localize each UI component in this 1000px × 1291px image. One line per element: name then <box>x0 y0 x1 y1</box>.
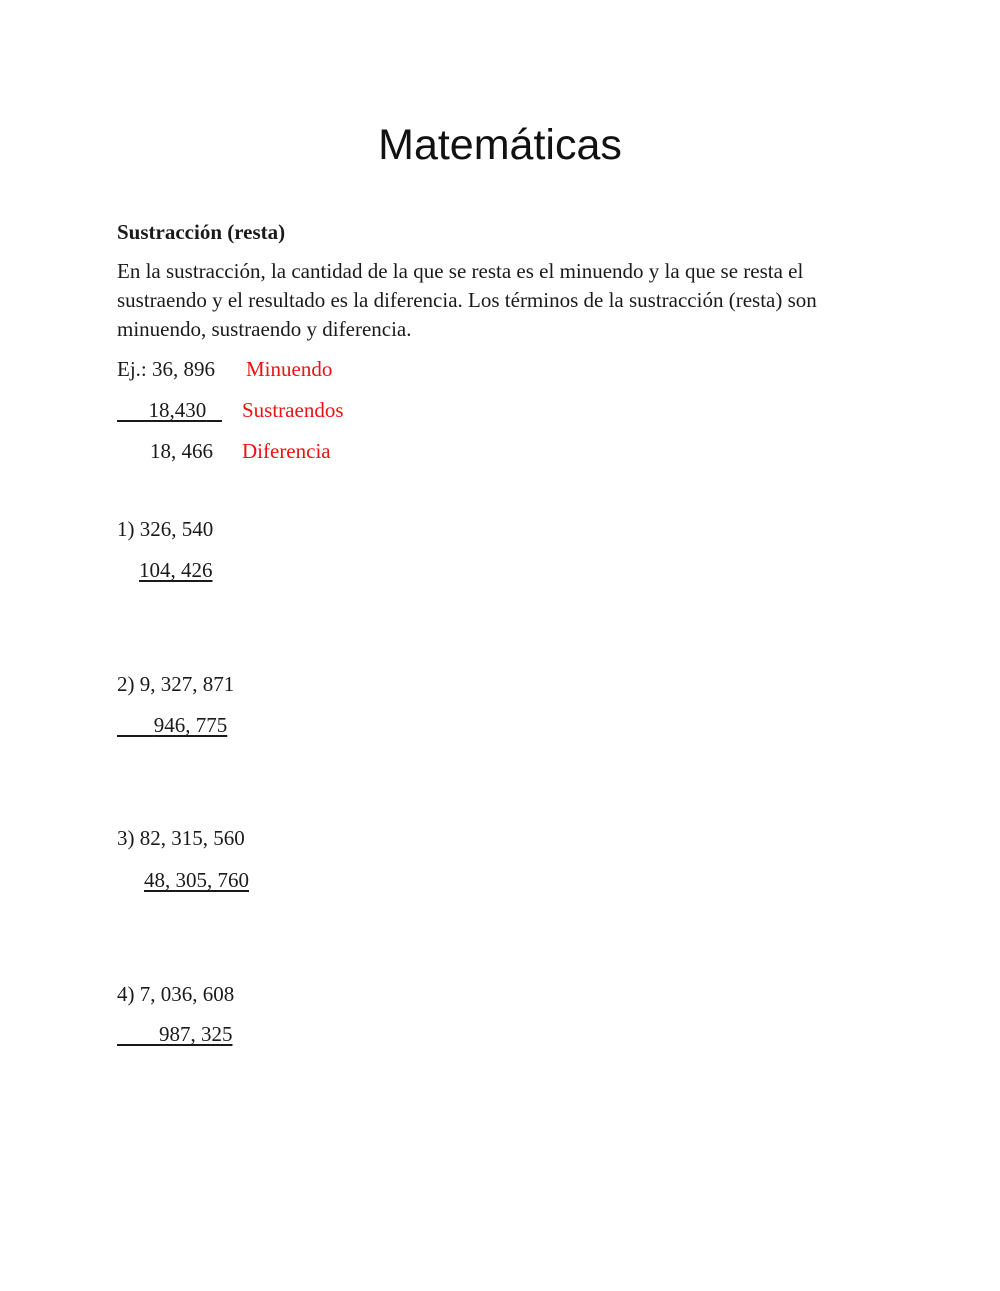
example-minuend-label: Minuendo <box>246 357 333 381</box>
example-subtrahend: 18,430 <box>148 398 207 422</box>
exercise-4-subtrahend-row <box>117 1020 233 1048</box>
exercise-subtrahend: 987, 325 <box>159 1022 233 1046</box>
example-difference-label: Diferencia <box>242 439 331 463</box>
exercise-label: 2) <box>117 672 135 696</box>
exercise-2-minuend-row <box>117 670 234 698</box>
example-subtrahend-label: Sustraendos <box>242 398 344 422</box>
exercise-minuend: 326, 540 <box>139 517 214 541</box>
exercise-3-subtrahend: 48, 305, 760 <box>144 868 249 892</box>
section-heading: Sustracción (resta) <box>117 220 286 244</box>
exercise-4-minuend-row <box>117 980 234 1008</box>
intro-line: sustraendo y el resultado es la diferencia. Los términos de la sustracción (resta) son <box>117 288 817 312</box>
exercise-subtrahend: 946, 775 <box>153 713 228 737</box>
example-minuend-row <box>117 355 215 383</box>
example-subtrahend-row <box>117 396 236 424</box>
exercise-minuend: 82, 315, 560 <box>139 826 245 850</box>
example-difference: 18, 466 <box>150 439 213 463</box>
exercise-1-minuend-row <box>117 515 213 543</box>
intro-paragraph <box>117 257 892 344</box>
exercise-minuend: 7, 036, 608 <box>139 982 235 1006</box>
exercise-2-subtrahend-row <box>117 711 227 739</box>
intro-line: minuendo, sustraendo y diferencia. <box>117 317 412 341</box>
exercise-label: 1) <box>117 517 135 541</box>
exercise-label: 3) <box>117 826 135 850</box>
exercise-label: 4) <box>117 982 135 1006</box>
example-minuend: 36, 896 <box>152 357 215 381</box>
exercise-minuend: 9, 327, 871 <box>139 672 235 696</box>
exercise-1-subtrahend: 104, 426 <box>139 558 213 582</box>
example-prefix: Ej.: <box>117 357 147 381</box>
exercise-3-minuend-row <box>117 824 245 852</box>
intro-line: En la sustracción, la cantidad de la que se resta es el minuendo y la que se resta el <box>117 259 804 283</box>
page-title: Matemáticas <box>378 121 622 169</box>
